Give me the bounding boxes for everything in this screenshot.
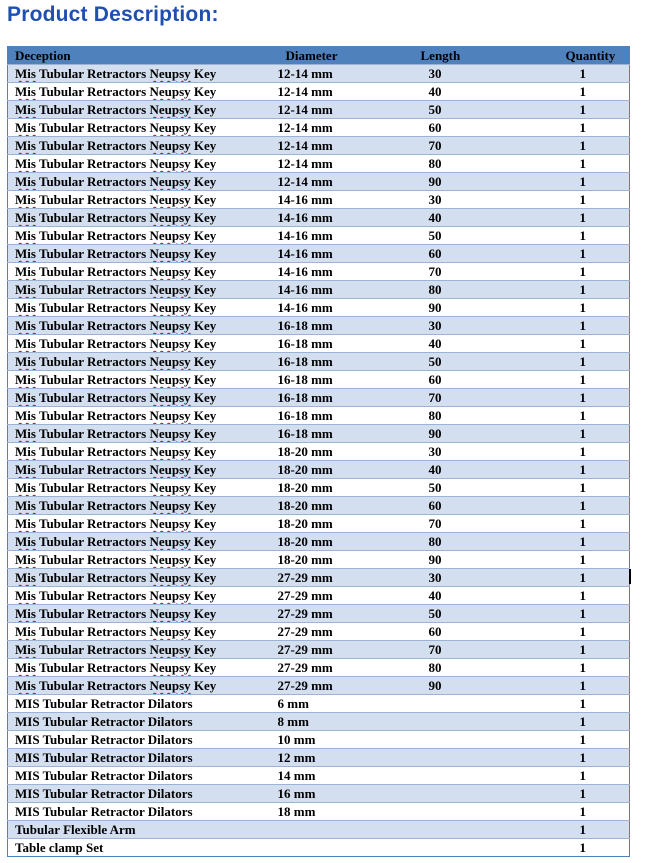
cell-quantity: 1 xyxy=(543,389,630,407)
cell-diameter: 12-14 mm xyxy=(278,101,403,119)
table-row xyxy=(8,551,630,569)
cell-description: Mis Tubular Retractors Neupsy Key xyxy=(8,371,278,389)
cell-quantity: 1 xyxy=(543,155,630,173)
cell-diameter: 16-18 mm xyxy=(278,371,403,389)
column-header-diameter: Diameter xyxy=(278,47,403,65)
table-row xyxy=(8,839,630,857)
cell-description: Mis Tubular Retractors Neupsy Key xyxy=(8,209,278,227)
cell-length: 70 xyxy=(403,515,543,533)
table-row xyxy=(8,227,630,245)
cell-length: 90 xyxy=(403,425,543,443)
cell-length: 50 xyxy=(403,101,543,119)
cell-length: 90 xyxy=(403,551,543,569)
cell-description: Mis Tubular Retractors Neupsy Key xyxy=(8,533,278,551)
column-header-description: Deception xyxy=(8,47,278,65)
table-row xyxy=(8,497,630,515)
cell-length xyxy=(403,821,543,839)
cell-quantity: 1 xyxy=(543,749,630,767)
cell-description: Mis Tubular Retractors Neupsy Key xyxy=(8,173,278,191)
table-row xyxy=(8,281,630,299)
cell-diameter: 14-16 mm xyxy=(278,245,403,263)
cell-description: Tubular Flexible Arm xyxy=(8,821,278,839)
cell-quantity: 1 xyxy=(543,281,630,299)
column-header-quantity: Quantity xyxy=(543,47,630,65)
cell-quantity: 1 xyxy=(543,65,630,83)
cell-description: Mis Tubular Retractors Neupsy Key xyxy=(8,191,278,209)
cell-diameter: 14-16 mm xyxy=(278,227,403,245)
cell-quantity: 1 xyxy=(543,371,630,389)
table-row xyxy=(8,389,630,407)
cell-diameter: 16-18 mm xyxy=(278,425,403,443)
cell-quantity: 1 xyxy=(543,767,630,785)
product-table xyxy=(7,46,630,857)
cell-description: Mis Tubular Retractors Neupsy Key xyxy=(8,119,278,137)
cell-length: 60 xyxy=(403,371,543,389)
cell-description: Mis Tubular Retractors Neupsy Key xyxy=(8,605,278,623)
cell-quantity: 1 xyxy=(543,137,630,155)
cell-quantity: 1 xyxy=(543,83,630,101)
table-row xyxy=(8,749,630,767)
cell-quantity: 1 xyxy=(543,695,630,713)
cell-description: Mis Tubular Retractors Neupsy Key xyxy=(8,461,278,479)
cell-quantity: 1 xyxy=(543,839,630,857)
cell-length: 50 xyxy=(403,479,543,497)
cell-diameter: 12-14 mm xyxy=(278,65,403,83)
cell-length: 80 xyxy=(403,155,543,173)
cell-length xyxy=(403,749,543,767)
cell-length: 80 xyxy=(403,407,543,425)
table-row xyxy=(8,245,630,263)
cell-length xyxy=(403,803,543,821)
table-row xyxy=(8,443,630,461)
table-header-row xyxy=(8,47,630,65)
cell-description: Mis Tubular Retractors Neupsy Key xyxy=(8,587,278,605)
cell-diameter: 16-18 mm xyxy=(278,335,403,353)
cell-quantity: 1 xyxy=(543,353,630,371)
cell-diameter: 12-14 mm xyxy=(278,119,403,137)
cell-quantity: 1 xyxy=(543,587,630,605)
cell-diameter: 14-16 mm xyxy=(278,263,403,281)
cell-quantity: 1 xyxy=(543,317,630,335)
cell-description: MIS Tubular Retractor Dilators xyxy=(8,803,278,821)
table-row xyxy=(8,731,630,749)
cell-diameter: 12-14 mm xyxy=(278,173,403,191)
cell-quantity: 1 xyxy=(543,263,630,281)
cell-description: Mis Tubular Retractors Neupsy Key xyxy=(8,137,278,155)
cell-quantity: 1 xyxy=(543,425,630,443)
cell-diameter: 6 mm xyxy=(278,695,403,713)
cell-length xyxy=(403,695,543,713)
table-row xyxy=(8,101,630,119)
cell-quantity: 1 xyxy=(543,659,630,677)
cell-description: Mis Tubular Retractors Neupsy Key xyxy=(8,83,278,101)
cell-diameter: 14-16 mm xyxy=(278,209,403,227)
cell-description: Mis Tubular Retractors Neupsy Key xyxy=(8,101,278,119)
cell-quantity: 1 xyxy=(543,299,630,317)
table-row xyxy=(8,515,630,533)
table-row xyxy=(8,299,630,317)
cell-length: 60 xyxy=(403,497,543,515)
cell-quantity: 1 xyxy=(543,407,630,425)
cell-length: 60 xyxy=(403,623,543,641)
cell-quantity: 1 xyxy=(543,497,630,515)
cell-diameter: 18-20 mm xyxy=(278,479,403,497)
cell-length: 40 xyxy=(403,587,543,605)
cell-description: Mis Tubular Retractors Neupsy Key xyxy=(8,65,278,83)
cell-description: Mis Tubular Retractors Neupsy Key xyxy=(8,299,278,317)
cell-description: Mis Tubular Retractors Neupsy Key xyxy=(8,515,278,533)
cell-description: Mis Tubular Retractors Neupsy Key xyxy=(8,281,278,299)
table-row xyxy=(8,137,630,155)
cell-length xyxy=(403,767,543,785)
table-row xyxy=(8,371,630,389)
cell-length: 50 xyxy=(403,605,543,623)
cell-length xyxy=(403,731,543,749)
cell-diameter: 18-20 mm xyxy=(278,461,403,479)
cell-quantity: 1 xyxy=(543,335,630,353)
cell-description: MIS Tubular Retractor Dilators xyxy=(8,731,278,749)
cell-quantity: 1 xyxy=(543,191,630,209)
cell-description: Mis Tubular Retractors Neupsy Key xyxy=(8,659,278,677)
cell-description: Mis Tubular Retractors Neupsy Key xyxy=(8,425,278,443)
table-row xyxy=(8,461,630,479)
cell-description: MIS Tubular Retractor Dilators xyxy=(8,767,278,785)
cell-length: 30 xyxy=(403,191,543,209)
cell-diameter: 18-20 mm xyxy=(278,443,403,461)
cell-diameter: 16-18 mm xyxy=(278,317,403,335)
table-row xyxy=(8,263,630,281)
cell-length: 40 xyxy=(403,335,543,353)
cell-diameter: 18 mm xyxy=(278,803,403,821)
cell-quantity: 1 xyxy=(543,515,630,533)
cell-quantity: 1 xyxy=(543,227,630,245)
cell-description: Mis Tubular Retractors Neupsy Key xyxy=(8,317,278,335)
cell-description: Mis Tubular Retractors Neupsy Key xyxy=(8,353,278,371)
table-row xyxy=(8,335,630,353)
cell-quantity: 1 xyxy=(543,443,630,461)
cell-length: 40 xyxy=(403,83,543,101)
cell-diameter xyxy=(278,839,403,857)
cell-description: Mis Tubular Retractors Neupsy Key xyxy=(8,407,278,425)
cell-diameter: 27-29 mm xyxy=(278,569,403,587)
cell-diameter: 14 mm xyxy=(278,767,403,785)
cell-diameter: 27-29 mm xyxy=(278,659,403,677)
cell-length: 30 xyxy=(403,443,543,461)
cell-diameter: 14-16 mm xyxy=(278,281,403,299)
cell-diameter: 16-18 mm xyxy=(278,353,403,371)
cell-quantity: 1 xyxy=(543,533,630,551)
cell-diameter: 27-29 mm xyxy=(278,623,403,641)
table-row xyxy=(8,119,630,137)
table-row xyxy=(8,569,630,587)
cell-quantity: 1 xyxy=(543,479,630,497)
cell-length xyxy=(403,839,543,857)
cell-length: 70 xyxy=(403,137,543,155)
table-row xyxy=(8,209,630,227)
cell-quantity: 1 xyxy=(543,803,630,821)
cell-length: 70 xyxy=(403,641,543,659)
cell-diameter: 27-29 mm xyxy=(278,641,403,659)
cell-description: Mis Tubular Retractors Neupsy Key xyxy=(8,497,278,515)
table-row xyxy=(8,425,630,443)
cell-description: MIS Tubular Retractor Dilators xyxy=(8,713,278,731)
cell-quantity: 1 xyxy=(543,119,630,137)
table-row xyxy=(8,767,630,785)
cell-diameter: 18-20 mm xyxy=(278,497,403,515)
cell-description: Mis Tubular Retractors Neupsy Key xyxy=(8,155,278,173)
cell-description: MIS Tubular Retractor Dilators xyxy=(8,695,278,713)
cell-quantity: 1 xyxy=(543,101,630,119)
cell-diameter: 16-18 mm xyxy=(278,389,403,407)
cell-description: Mis Tubular Retractors Neupsy Key xyxy=(8,263,278,281)
cell-quantity: 1 xyxy=(543,245,630,263)
cell-diameter: 14-16 mm xyxy=(278,191,403,209)
table-row xyxy=(8,695,630,713)
cell-description: Mis Tubular Retractors Neupsy Key xyxy=(8,569,278,587)
cell-diameter: 18-20 mm xyxy=(278,533,403,551)
cell-diameter: 27-29 mm xyxy=(278,605,403,623)
cell-length: 50 xyxy=(403,353,543,371)
cell-quantity: 1 xyxy=(543,641,630,659)
cell-length: 70 xyxy=(403,389,543,407)
cell-diameter: 12-14 mm xyxy=(278,137,403,155)
cell-length: 50 xyxy=(403,227,543,245)
cell-length: 90 xyxy=(403,173,543,191)
cell-quantity: 1 xyxy=(543,677,630,695)
column-header-length: Length xyxy=(403,47,543,65)
cell-quantity: 1 xyxy=(543,821,630,839)
cell-length: 60 xyxy=(403,245,543,263)
cell-diameter: 16 mm xyxy=(278,785,403,803)
cell-quantity: 1 xyxy=(543,209,630,227)
cell-description: MIS Tubular Retractor Dilators xyxy=(8,749,278,767)
cell-length: 30 xyxy=(403,317,543,335)
cell-diameter: 16-18 mm xyxy=(278,407,403,425)
text-cursor xyxy=(629,569,631,584)
table-row xyxy=(8,803,630,821)
cell-length xyxy=(403,785,543,803)
cell-diameter: 18-20 mm xyxy=(278,515,403,533)
table-row xyxy=(8,659,630,677)
table-row xyxy=(8,785,630,803)
table-row xyxy=(8,623,630,641)
cell-quantity: 1 xyxy=(543,569,630,587)
table-row xyxy=(8,83,630,101)
table-row xyxy=(8,191,630,209)
cell-quantity: 1 xyxy=(543,713,630,731)
cell-diameter xyxy=(278,821,403,839)
table-row xyxy=(8,533,630,551)
cell-length: 90 xyxy=(403,299,543,317)
cell-length: 40 xyxy=(403,209,543,227)
cell-description: MIS Tubular Retractor Dilators xyxy=(8,785,278,803)
cell-length: 30 xyxy=(403,65,543,83)
table-row xyxy=(8,173,630,191)
cell-length: 70 xyxy=(403,263,543,281)
cell-description: Mis Tubular Retractors Neupsy Key xyxy=(8,623,278,641)
cell-quantity: 1 xyxy=(543,551,630,569)
cell-description: Mis Tubular Retractors Neupsy Key xyxy=(8,335,278,353)
cell-description: Mis Tubular Retractors Neupsy Key xyxy=(8,479,278,497)
table-row xyxy=(8,353,630,371)
cell-quantity: 1 xyxy=(543,731,630,749)
cell-length: 40 xyxy=(403,461,543,479)
cell-length: 90 xyxy=(403,677,543,695)
table-row xyxy=(8,587,630,605)
table-row xyxy=(8,821,630,839)
cell-diameter: 12 mm xyxy=(278,749,403,767)
cell-description: Mis Tubular Retractors Neupsy Key xyxy=(8,641,278,659)
table-row xyxy=(8,407,630,425)
cell-length: 60 xyxy=(403,119,543,137)
cell-diameter: 14-16 mm xyxy=(278,299,403,317)
cell-length xyxy=(403,713,543,731)
cell-quantity: 1 xyxy=(543,785,630,803)
cell-description: Table clamp Set xyxy=(8,839,278,857)
cell-description: Mis Tubular Retractors Neupsy Key xyxy=(8,245,278,263)
table-row xyxy=(8,65,630,83)
cell-diameter: 27-29 mm xyxy=(278,677,403,695)
cell-diameter: 12-14 mm xyxy=(278,155,403,173)
cell-diameter: 27-29 mm xyxy=(278,587,403,605)
cell-quantity: 1 xyxy=(543,173,630,191)
cell-diameter: 18-20 mm xyxy=(278,551,403,569)
cell-description: Mis Tubular Retractors Neupsy Key xyxy=(8,551,278,569)
table-row xyxy=(8,641,630,659)
table-row xyxy=(8,605,630,623)
table-row xyxy=(8,317,630,335)
cell-length: 30 xyxy=(403,569,543,587)
cell-diameter: 10 mm xyxy=(278,731,403,749)
cell-description: Mis Tubular Retractors Neupsy Key xyxy=(8,677,278,695)
cell-description: Mis Tubular Retractors Neupsy Key xyxy=(8,227,278,245)
cell-description: Mis Tubular Retractors Neupsy Key xyxy=(8,389,278,407)
table-row xyxy=(8,713,630,731)
cell-quantity: 1 xyxy=(543,605,630,623)
cell-quantity: 1 xyxy=(543,461,630,479)
cell-quantity: 1 xyxy=(543,623,630,641)
cell-diameter: 12-14 mm xyxy=(278,83,403,101)
cell-description: Mis Tubular Retractors Neupsy Key xyxy=(8,443,278,461)
cell-length: 80 xyxy=(403,659,543,677)
cell-length: 80 xyxy=(403,281,543,299)
table-row xyxy=(8,155,630,173)
table-row xyxy=(8,677,630,695)
table-row xyxy=(8,479,630,497)
cell-length: 80 xyxy=(403,533,543,551)
cell-diameter: 8 mm xyxy=(278,713,403,731)
page-title: Product Description: xyxy=(7,3,219,26)
